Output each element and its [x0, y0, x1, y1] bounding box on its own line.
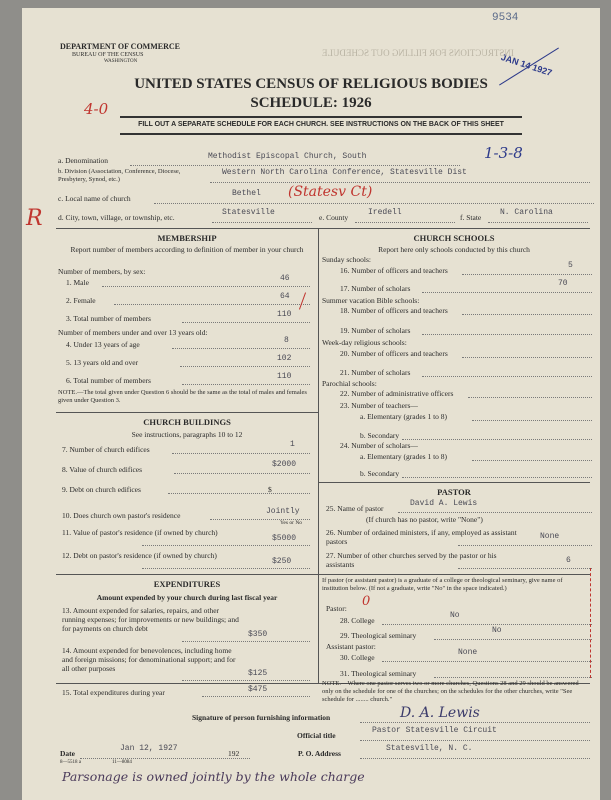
denomination-label: a. Denomination	[58, 156, 108, 165]
q24-label: 24. Number of scholars—	[340, 441, 418, 450]
q17-label: 17. Number of scholars	[340, 284, 411, 293]
q1-value: 46	[280, 274, 290, 283]
form-title: UNITED STATES CENSUS OF RELIGIOUS BODIES	[134, 76, 488, 92]
q28-label: 28. College	[340, 616, 375, 625]
instruction-banner: FILL OUT A SEPARATE SCHEDULE FOR EACH CHURCH. SEE INSTRUCTIONS ON THE BACK OF THIS SHEET	[138, 121, 504, 128]
weekday-schools-label: Week-day religious schools:	[322, 338, 407, 347]
red-margin-marks	[584, 568, 591, 678]
print-number: 11—8084	[112, 760, 132, 765]
city-label: WASHINGTON	[104, 59, 138, 64]
q25-hint: (If church has no pastor, write "None")	[366, 515, 483, 524]
q7-label: 7. Number of church edifices	[62, 445, 150, 454]
sunday-schools-label: Sunday schools:	[322, 255, 371, 264]
q9-dollar: $	[268, 485, 272, 494]
handwritten-code: 4-0	[84, 100, 109, 118]
schools-heading: CHURCH SCHOOLS	[413, 233, 495, 243]
q15-label: 15. Total expenditures during year	[62, 688, 165, 697]
handwritten-code-right: 1-3-8	[484, 144, 523, 162]
age-heading: Number of members under and over 13 years old:	[58, 328, 208, 337]
state-value: N. Carolina	[500, 208, 553, 217]
q16-label: 16. Number of officers and teachers	[340, 266, 448, 275]
q14-value: $125	[248, 669, 268, 678]
q7-value: 1	[290, 440, 295, 449]
city-town-value: Statesville	[222, 208, 275, 217]
date-label: Date	[60, 749, 75, 758]
q3-value: 110	[277, 310, 292, 319]
q23b-label: b. Secondary	[360, 431, 400, 440]
red-check-mark	[299, 292, 306, 309]
department-label: DEPARTMENT OF COMMERCE	[60, 42, 181, 51]
q28-value: No	[450, 611, 460, 620]
handwritten-zero: 0	[362, 594, 371, 609]
q6-value: 110	[277, 372, 292, 381]
schedule-title: SCHEDULE: 1926	[250, 95, 372, 111]
date-value: Jan 12, 1927	[120, 744, 178, 753]
q5-value: 102	[277, 354, 292, 363]
q8-label: 8. Value of church edifices	[62, 465, 143, 474]
q2-value: 64	[280, 292, 290, 301]
q2-label: 2. Female	[66, 296, 96, 305]
yes-no-hint: Yes or No	[280, 520, 303, 526]
q20-label: 20. Number of officers and teachers	[340, 349, 448, 358]
po-address-value: Statesville, N. C.	[386, 744, 473, 753]
q24b-label: b. Secondary	[360, 469, 400, 478]
file-number-stamp: 9534	[492, 12, 519, 24]
q14-label: 14. Amount expended for benevolences, including home and foreign missions; for denominational support; and for all other purposes	[62, 646, 236, 673]
q19-label: 19. Number of scholars	[340, 326, 411, 335]
q15-value: $475	[248, 685, 268, 694]
county-label: e. County	[319, 213, 349, 222]
q21-label: 21. Number of scholars	[340, 368, 411, 377]
q25-value: David A. Lewis	[410, 499, 478, 508]
division-label: b. Division (Association, Conference, Diocese, Presbytery, Synod, etc.)	[58, 168, 181, 183]
q30-label: 30. College	[340, 653, 375, 662]
q11-label: 11. Value of pastor's residence (if owned by church)	[62, 528, 218, 537]
schools-instruction: Report here only schools conducted by this church	[378, 245, 530, 254]
summer-schools-label: Summer vacation Bible schools:	[322, 296, 420, 305]
q24a-label: a. Elementary (grades 1 to 8)	[360, 452, 448, 461]
received-date-stamp: JAN 14 1927	[499, 52, 554, 78]
q6-label: 6. Total number of members	[66, 376, 151, 385]
q22-label: 22. Number of administrative officers	[340, 389, 454, 398]
bleed-through-text: INSTRUCTIONS FOR FILLING OUT SCHEDULE	[322, 48, 514, 58]
form-number: 8—5518 a	[60, 760, 81, 765]
buildings-heading: CHURCH BUILDINGS	[143, 417, 231, 427]
q4-label: 4. Under 13 years of age	[66, 340, 140, 349]
graduate-instruction: If pastor (or assistant pastor) is a graduate of a college or theological seminary, give name of institution below. (If not a graduate, write "No" in the space indicated.)	[322, 577, 563, 592]
by-sex-label: Number of members, by sex:	[58, 267, 146, 276]
q10-label: 10. Does church own pastor's residence	[62, 511, 181, 520]
handwritten-region-note: (Statesv Ct)	[288, 184, 373, 200]
buildings-instruction: See instructions, paragraphs 10 to 12	[131, 430, 243, 439]
state-label: f. State	[460, 213, 482, 222]
q17-value: 70	[558, 279, 568, 288]
q18-label: 18. Number of officers and teachers	[340, 306, 448, 315]
assistant-pastor-subheading: Assistant pastor:	[326, 642, 376, 651]
q27-label: 27. Number of other churches served by the pastor or his assistants	[326, 551, 497, 569]
handwritten-side-mark: R	[26, 206, 43, 231]
q1-label: 1. Male	[66, 278, 89, 287]
city-town-label: d. City, town, village, or township, etc.	[58, 213, 175, 222]
census-schedule-page	[22, 8, 600, 800]
q12-value: $250	[272, 557, 292, 566]
q26-label: 26. Number of ordained ministers, if any, employed as assistant pastors	[326, 528, 517, 546]
q30-value: None	[458, 648, 478, 657]
q31-label: 31. Theological seminary	[340, 669, 417, 678]
q13-label: 13. Amount expended for salaries, repairs, and other running expenses; for improvements or new buildings; and for payments on church debt	[62, 606, 239, 633]
official-title-label: Official title	[297, 731, 336, 740]
q25-label: 25. Name of pastor	[326, 504, 384, 513]
local-name-value: Bethel	[232, 189, 261, 198]
pastor-subheading: Pastor:	[326, 604, 347, 613]
q12-label: 12. Debt on pastor's residence (if owned by church)	[62, 551, 217, 560]
q8-value: $2000	[272, 460, 297, 469]
q11-value: $5000	[272, 534, 297, 543]
official-title-value: Pastor Statesville Circuit	[372, 726, 497, 735]
q4-value: 8	[284, 336, 289, 345]
q29-value: No	[492, 626, 502, 635]
year-prefix: 192	[228, 749, 240, 758]
denomination-value: Methodist Episcopal Church, South	[208, 152, 367, 161]
county-value: Iredell	[368, 208, 402, 217]
q27-value: 6	[566, 556, 571, 565]
division-value: Western North Carolina Conference, Statesville Dist	[222, 168, 467, 177]
local-name-label: c. Local name of church	[58, 194, 131, 203]
expenditures-instruction: Amount expended by your church during last fiscal year	[96, 593, 278, 602]
bureau-label: BUREAU OF THE CENSUS	[72, 52, 144, 58]
pastor-heading: PASTOR	[437, 487, 471, 497]
membership-note: NOTE.—The total given under Question 6 should be the same as the total of males and females given under Question 3.	[58, 389, 307, 404]
q13-value: $350	[248, 630, 268, 639]
signature-value: D. A. Lewis	[400, 705, 480, 721]
q26-value: None	[540, 532, 560, 541]
parochial-schools-label: Parochial schools:	[322, 379, 377, 388]
q29-label: 29. Theological seminary	[340, 631, 417, 640]
q5-label: 5. 13 years old and over	[66, 358, 139, 367]
q9-label: 9. Debt on church edifices	[62, 485, 141, 494]
membership-heading: MEMBERSHIP	[157, 233, 217, 243]
po-address-label: P. O. Address	[298, 749, 341, 758]
handwritten-footnote: Parsonage is owned jointly by the whole charge	[62, 769, 365, 784]
q23a-label: a. Elementary (grades 1 to 8)	[360, 412, 448, 421]
q23-label: 23. Number of teachers—	[340, 401, 418, 410]
membership-instruction: Report number of members according to definition of member in your church	[70, 245, 304, 254]
q10-value: Jointly	[266, 507, 300, 516]
pastor-note: NOTE.—Where one pastor serves two or more churches, Questions 28 and 29 should be answered only on the schedule for one of the churches; on the schedules for the other churches, write "See schedule for ........ church."	[322, 680, 579, 703]
q16-value: 5	[568, 261, 573, 270]
q3-label: 3. Total number of members	[66, 314, 151, 323]
signature-label: Signature of person furnishing information	[192, 713, 331, 722]
expenditures-heading: EXPENDITURES	[153, 579, 221, 589]
